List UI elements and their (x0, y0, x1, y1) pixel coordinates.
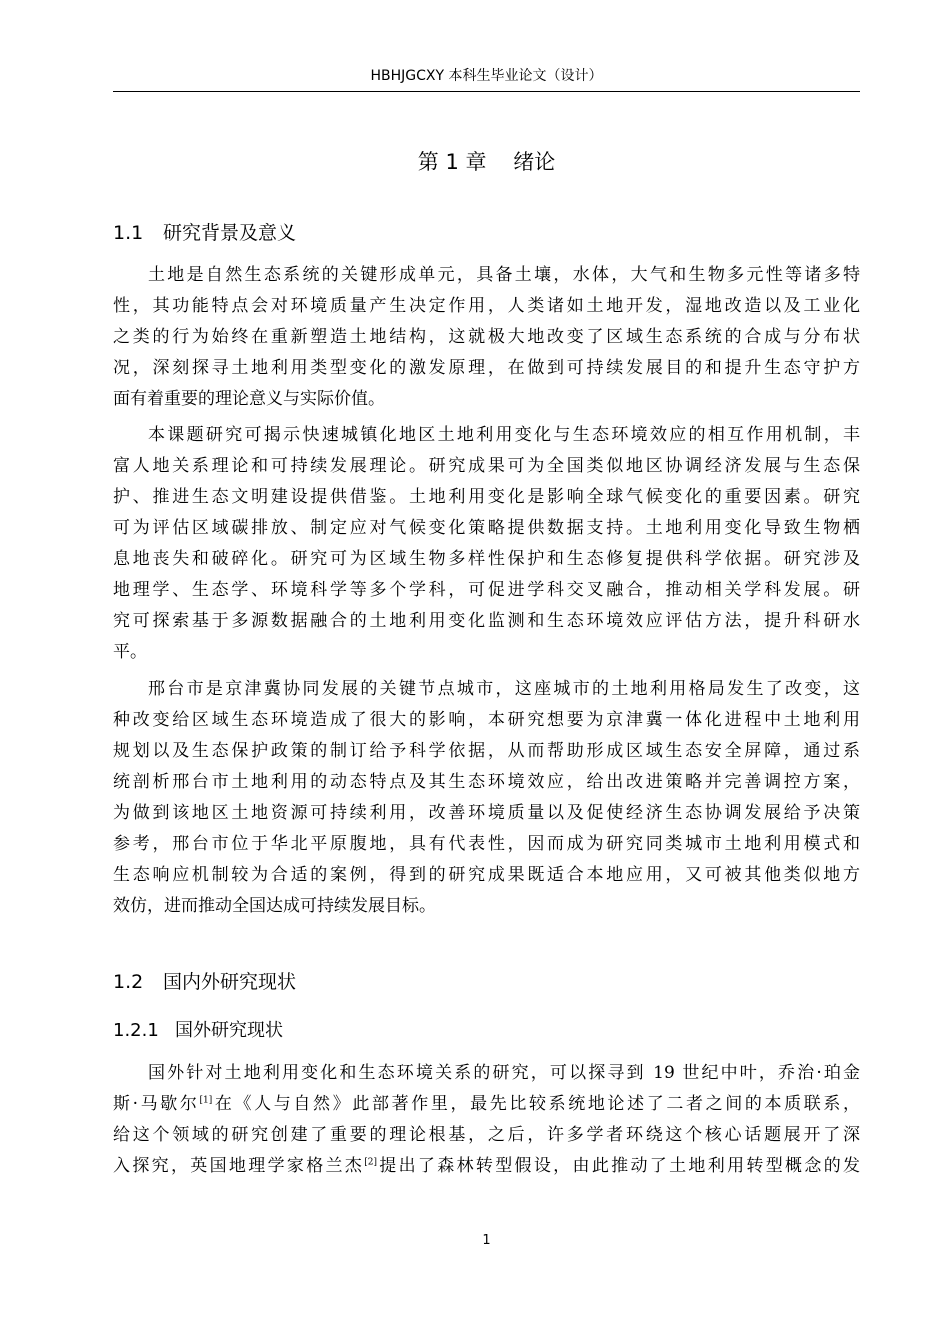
text-line: 为做到该地区土地资源可持续利用，改善环境质量以及促使经济生态协调发展给予决策 (113, 803, 860, 823)
citation-marker: [2] (364, 1157, 377, 1168)
text-line: 之类的行为始终在重新塑造土地结构，这就极大地改变了区域生态系统的合成与分布状 (113, 327, 860, 347)
section-heading-1-2 (113, 969, 860, 995)
text-line: 平。 (113, 642, 147, 662)
paragraph-4 (113, 1058, 860, 1182)
section-heading-1-1 (113, 220, 860, 246)
text-line: 究可探索基于多源数据融合的土地利用变化监测和生态环境效应评估方法，提升科研水 (113, 611, 860, 631)
paragraph-2 (113, 420, 860, 668)
text-line: 邢台市是京津冀协同发展的关键节点城市，这座城市的土地利用格局发生了改变，这 (148, 679, 860, 699)
text-run: 入探究，英国地理学家格兰杰 (113, 1156, 365, 1176)
text-line: 规划以及生态保护政策的制订给予科学依据，从而帮助形成区域生态安全屏障，通过系 (113, 741, 860, 761)
paragraph-3 (113, 674, 860, 922)
text-run: 在《人与自然》此部著作里，最先比较系统地论述了二者之间的本质联系， (212, 1094, 861, 1114)
header-rule (113, 91, 860, 92)
subsection-heading-1-2-1 (113, 1018, 860, 1044)
subsection-title: 国外研究现状 (175, 1020, 283, 1041)
page-number: 1 (482, 1233, 491, 1248)
text-line: 效仿，进而推动全国达成可持续发展目标。 (113, 896, 436, 916)
text-line: 息地丧失和破碎化。研究可为区域生物多样性保护和生态修复提供科学依据。研究涉及 (113, 549, 860, 569)
text-run: 斯·马歇尔 (113, 1094, 200, 1114)
citation-marker: [1] (199, 1095, 213, 1106)
text-line: 统剖析邢台市土地利用的动态特点及其生态环境效应，给出改进策略并完善调控方案， (113, 772, 860, 792)
text-line (113, 1089, 860, 1120)
section-number: 1.2 (113, 971, 144, 993)
text-line: 可为评估区域碳排放、制定应对气候变化策略提供数据支持。土地利用变化导致生物栖 (113, 518, 860, 538)
text-line: 富人地关系理论和可持续发展理论。研究成果可为全国类似地区协调经济发展与生态保 (113, 456, 860, 476)
text-run: 提出了森林转型假设，由此推动了土地利用转型概念的发 (376, 1156, 861, 1176)
text-line: 种改变给区域生态环境造成了很大的影响，本研究想要为京津冀一体化进程中土地利用 (113, 710, 860, 730)
section-number: 1.1 (113, 222, 144, 244)
subsection-number: 1.2.1 (113, 1020, 159, 1041)
text-line: 地理学、生态学、环境科学等多个学科，可促进学科交叉融合，推动相关学科发展。研 (113, 580, 860, 600)
text-line: 面有着重要的理论意义与实际价值。 (113, 389, 385, 409)
text-line: 本课题研究可揭示快速城镇化地区土地利用变化与生态环境效应的相互作用机制，丰 (148, 425, 860, 445)
text-line: 性，其功能特点会对环境质量产生决定作用，人类诸如土地开发，湿地改造以及工业化 (113, 296, 860, 316)
paragraph-1 (113, 260, 860, 415)
text-line: 生态响应机制较为合适的案例，得到的研究成果既适合本地应用，又可被其他类似地方 (113, 865, 860, 885)
section-title: 研究背景及意义 (163, 222, 297, 244)
text-line: 护、推进生态文明建设提供借鉴。土地利用变化是影响全球气候变化的重要因素。研究 (113, 487, 860, 507)
text-line: 国外针对土地利用变化和生态环境关系的研究，可以探寻到 19 世纪中叶，乔治·珀金 (148, 1063, 860, 1083)
text-line: 参考，邢台市位于华北平原腹地，具有代表性，因而成为研究同类城市土地利用模式和 (113, 834, 860, 854)
text-line: 土地是自然生态系统的关键形成单元，具备土壤，水体，大气和生物多元性等诸多特 (148, 265, 860, 285)
text-line: 给这个领域的研究创建了重要的理论根基，之后，许多学者环绕这个核心话题展开了深 (113, 1125, 860, 1145)
chapter-title: 第 1 章 绪论 (417, 150, 556, 174)
text-line (113, 1151, 860, 1182)
section-title: 国内外研究现状 (163, 971, 297, 993)
page-header: HBHJGCXY 本科生毕业论文（设计） (370, 68, 603, 84)
text-line: 况，深刻探寻土地利用类型变化的激发原理，在做到可持续发展目的和提升生态守护方 (113, 358, 860, 378)
